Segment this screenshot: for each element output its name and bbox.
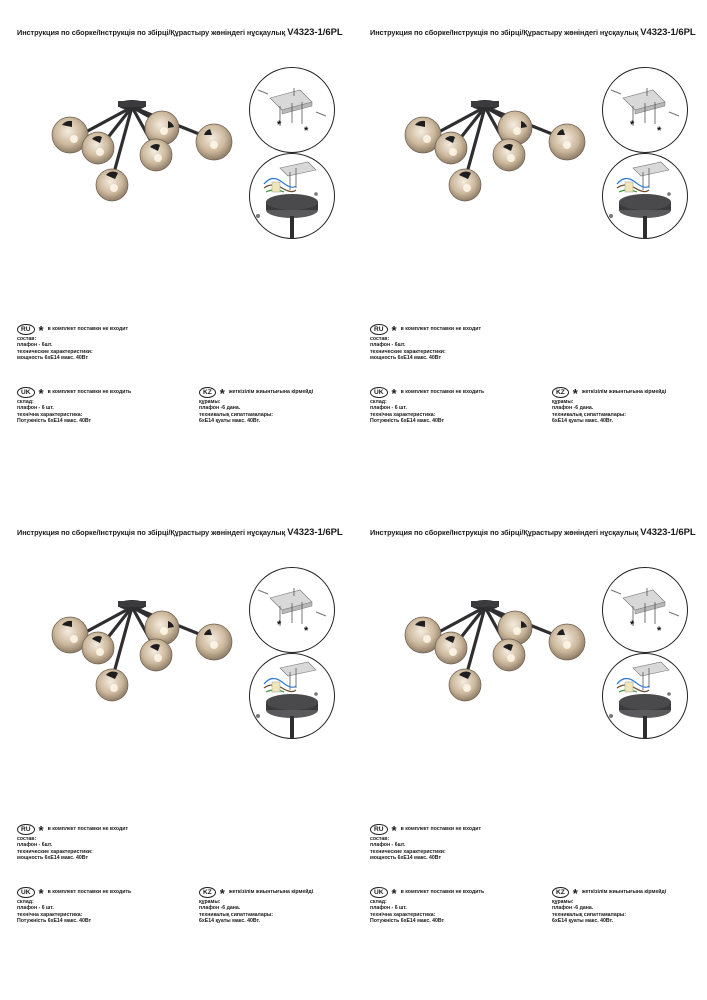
ru-language-badge: RU bbox=[17, 824, 35, 835]
spec-line: техникалық сипаттамалары: bbox=[552, 911, 627, 918]
spec-line: Потужність 6xE14 макс. 40Вт bbox=[17, 417, 92, 424]
star-icon: * bbox=[391, 386, 397, 401]
spec-line: Потужність 6xE14 макс. 40Вт bbox=[17, 917, 92, 924]
wiring-connection-diagram bbox=[249, 153, 335, 239]
instruction-sheet-3 bbox=[0, 500, 353, 1000]
svg-text:*: * bbox=[304, 125, 309, 137]
wiring-connection-diagram bbox=[602, 153, 688, 239]
section-ru bbox=[370, 323, 481, 361]
not-included-note: в комплект поставки не входит bbox=[47, 825, 128, 832]
not-included-note: жеткізілім жиынтығына кірмейді bbox=[228, 388, 314, 395]
section-kz bbox=[552, 886, 666, 924]
spec-line: плафон - 6шт. bbox=[17, 842, 53, 849]
star-icon: * bbox=[572, 886, 578, 901]
spec-line: 6xE14 қуаты макс. 40Вт. bbox=[199, 917, 261, 924]
section-ru bbox=[370, 823, 481, 861]
not-included-note: в комплект поставки не входить bbox=[47, 888, 132, 895]
spec-line: плафон -6 дана. bbox=[199, 905, 241, 912]
model-number: V4323-1/6PL bbox=[640, 27, 696, 38]
section-ru bbox=[17, 323, 128, 361]
svg-text:*: * bbox=[657, 125, 662, 137]
svg-text:*: * bbox=[277, 119, 282, 131]
star-icon: * bbox=[219, 386, 225, 401]
spec-line: мощность 6xE14 макс. 40Вт bbox=[17, 854, 88, 861]
spec-line: 6xE14 қуаты макс. 40Вт. bbox=[552, 917, 614, 924]
section-uk bbox=[17, 886, 131, 924]
model-number: V4323-1/6PL bbox=[287, 27, 343, 38]
star-icon: * bbox=[38, 886, 44, 901]
not-included-note: жеткізілім жиынтығына кірмейді bbox=[581, 888, 667, 895]
spec-line: технічна характеристика: bbox=[17, 411, 83, 418]
spec-line: плафон -6 дана. bbox=[552, 405, 594, 412]
kz-language-badge: KZ bbox=[199, 887, 216, 898]
spec-line: плафон -6 дана. bbox=[552, 905, 594, 912]
star-icon: * bbox=[391, 823, 397, 838]
chandelier-illustration bbox=[44, 95, 244, 205]
instruction-sheet-4 bbox=[353, 500, 706, 1000]
section-kz bbox=[199, 386, 313, 424]
svg-text:*: * bbox=[630, 619, 635, 631]
bracket-mounting-diagram bbox=[602, 67, 688, 153]
spec-line: состав: bbox=[370, 836, 390, 842]
star-icon: * bbox=[38, 386, 44, 401]
star-icon: * bbox=[38, 823, 44, 838]
spec-line: плафон -6 дана. bbox=[199, 405, 241, 412]
instruction-sheet-1 bbox=[0, 0, 353, 500]
section-kz bbox=[552, 386, 666, 424]
spec-line: технічна характеристика: bbox=[17, 911, 83, 918]
not-included-note: в комплект поставки не входит bbox=[400, 325, 481, 332]
spec-line: плафон - 6шт. bbox=[370, 842, 406, 849]
spec-line: склад: bbox=[17, 399, 34, 405]
spec-line: склад: bbox=[370, 399, 387, 405]
spec-line: состав: bbox=[17, 836, 37, 842]
ru-language-badge: RU bbox=[17, 324, 35, 335]
kz-language-badge: KZ bbox=[199, 387, 216, 398]
spec-line: технические характеристики: bbox=[17, 848, 93, 855]
model-number: V4323-1/6PL bbox=[287, 527, 343, 538]
svg-text:*: * bbox=[277, 619, 282, 631]
spec-line: 6xE14 қуаты макс. 40Вт. bbox=[199, 417, 261, 424]
spec-line: плафон - 6 шт. bbox=[17, 905, 54, 912]
instruction-sheet-2 bbox=[353, 0, 706, 500]
spec-line: техникалық сипаттамалары: bbox=[552, 411, 627, 418]
spec-line: мощность 6xE14 макс. 40Вт bbox=[370, 354, 441, 361]
spec-line: құрамы: bbox=[199, 899, 221, 905]
spec-line: плафон - 6шт. bbox=[370, 342, 406, 349]
kz-language-badge: KZ bbox=[552, 887, 569, 898]
bracket-mounting-diagram bbox=[249, 567, 335, 653]
spec-line: құрамы: bbox=[199, 399, 221, 405]
bracket-mounting-diagram bbox=[249, 67, 335, 153]
chandelier-illustration bbox=[44, 595, 244, 705]
svg-text:*: * bbox=[304, 625, 309, 637]
spec-line: технические характеристики: bbox=[17, 348, 93, 355]
spec-line: мощность 6xE14 макс. 40Вт bbox=[17, 354, 88, 361]
star-icon: * bbox=[572, 386, 578, 401]
spec-line: Потужність 6xE14 макс. 40Вт bbox=[370, 917, 445, 924]
section-ru bbox=[17, 823, 128, 861]
not-included-note: в комплект поставки не входить bbox=[47, 388, 132, 395]
not-included-note: в комплект поставки не входить bbox=[400, 888, 485, 895]
sheet-title: Инструкция по сборке/Інструкція по збірці/Құрастыру жөніндегі нұсқаулық V4323-1/6PL bbox=[17, 527, 343, 538]
section-uk bbox=[17, 386, 131, 424]
star-icon: * bbox=[219, 886, 225, 901]
spec-line: техникалық сипаттамалары: bbox=[199, 411, 274, 418]
section-uk bbox=[370, 386, 484, 424]
wiring-connection-diagram bbox=[602, 653, 688, 739]
chandelier-illustration bbox=[397, 595, 597, 705]
svg-text:*: * bbox=[630, 119, 635, 131]
uk-language-badge: UK bbox=[17, 887, 35, 898]
spec-line: склад: bbox=[370, 899, 387, 905]
spec-line: технические характеристики: bbox=[370, 348, 446, 355]
spec-line: технические характеристики: bbox=[370, 848, 446, 855]
section-kz bbox=[199, 886, 313, 924]
spec-line: состав: bbox=[370, 336, 390, 342]
uk-language-badge: UK bbox=[370, 887, 388, 898]
section-uk bbox=[370, 886, 484, 924]
spec-line: плафон - 6шт. bbox=[17, 342, 53, 349]
not-included-note: жеткізілім жиынтығына кірмейді bbox=[581, 388, 667, 395]
spec-line: Потужність 6xE14 макс. 40Вт bbox=[370, 417, 445, 424]
model-number: V4323-1/6PL bbox=[640, 527, 696, 538]
not-included-note: в комплект поставки не входит bbox=[400, 825, 481, 832]
spec-line: плафон - 6 шт. bbox=[370, 405, 407, 412]
spec-line: техникалық сипаттамалары: bbox=[199, 911, 274, 918]
chandelier-illustration bbox=[397, 95, 597, 205]
star-icon: * bbox=[391, 323, 397, 338]
spec-line: құрамы: bbox=[552, 399, 574, 405]
wiring-connection-diagram bbox=[249, 653, 335, 739]
bracket-mounting-diagram bbox=[602, 567, 688, 653]
spec-line: плафон - 6 шт. bbox=[17, 405, 54, 412]
not-included-note: в комплект поставки не входит bbox=[47, 325, 128, 332]
spec-line: құрамы: bbox=[552, 899, 574, 905]
sheet-title: Инструкция по сборке/Інструкція по збірці/Құрастыру жөніндегі нұсқаулық V4323-1/6PL bbox=[17, 27, 343, 38]
star-icon: * bbox=[38, 323, 44, 338]
uk-language-badge: UK bbox=[17, 387, 35, 398]
kz-language-badge: KZ bbox=[552, 387, 569, 398]
spec-line: 6xE14 қуаты макс. 40Вт. bbox=[552, 417, 614, 424]
spec-line: склад: bbox=[17, 899, 34, 905]
not-included-note: в комплект поставки не входить bbox=[400, 388, 485, 395]
ru-language-badge: RU bbox=[370, 824, 388, 835]
star-icon: * bbox=[391, 886, 397, 901]
ru-language-badge: RU bbox=[370, 324, 388, 335]
spec-line: технічна характеристика: bbox=[370, 911, 436, 918]
spec-line: мощность 6xE14 макс. 40Вт bbox=[370, 854, 441, 861]
sheet-title: Инструкция по сборке/Інструкція по збірці/Құрастыру жөніндегі нұсқаулық V4323-1/6PL bbox=[370, 27, 696, 38]
uk-language-badge: UK bbox=[370, 387, 388, 398]
spec-line: состав: bbox=[17, 336, 37, 342]
sheet-title: Инструкция по сборке/Інструкція по збірці/Құрастыру жөніндегі нұсқаулық V4323-1/6PL bbox=[370, 527, 696, 538]
not-included-note: жеткізілім жиынтығына кірмейді bbox=[228, 888, 314, 895]
spec-line: плафон - 6 шт. bbox=[370, 905, 407, 912]
svg-text:*: * bbox=[657, 625, 662, 637]
spec-line: технічна характеристика: bbox=[370, 411, 436, 418]
